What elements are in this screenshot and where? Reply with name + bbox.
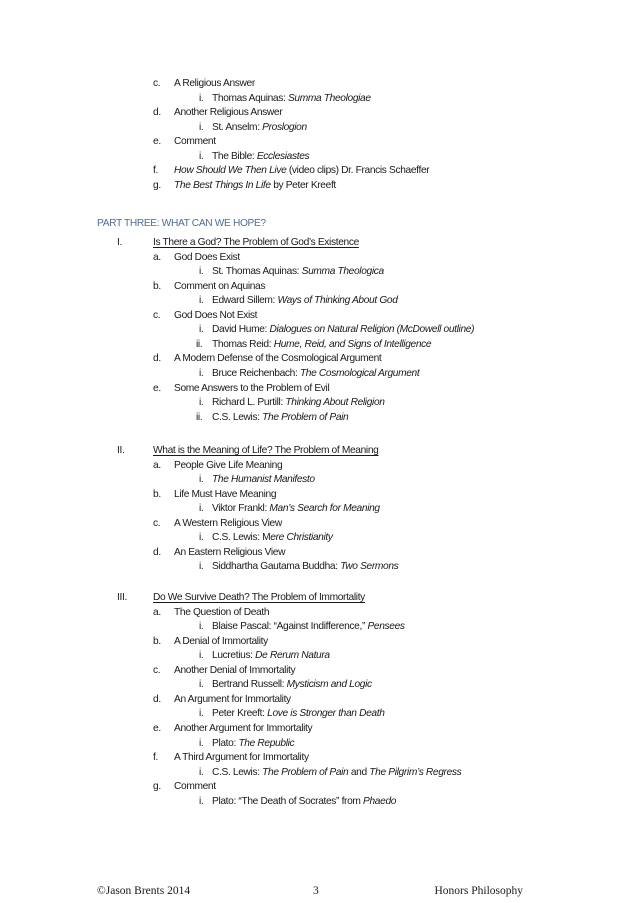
subitem-label: i. — [199, 737, 204, 749]
item-label: e. — [153, 722, 161, 734]
reading-author: Thomas Reid: — [212, 338, 274, 350]
item-label: f. — [153, 752, 158, 764]
subitem-label: i. — [199, 324, 204, 336]
item-text — [174, 251, 240, 264]
footer-copyright: ©Jason Brents 2014 — [97, 885, 191, 897]
item-label: e. — [153, 136, 161, 148]
subitem-label: i. — [199, 708, 204, 720]
item-work-title: The Best Things In Life — [174, 179, 271, 191]
reading-title: The Republic — [238, 737, 295, 749]
subitem-text — [212, 396, 385, 409]
item-text — [174, 179, 336, 192]
item-title: Another Argument for Immortality — [174, 722, 313, 734]
subitem-text — [212, 678, 372, 691]
subitem-text — [212, 92, 371, 105]
subitem-label: i. — [199, 766, 204, 778]
reading-author: Richard L. Purtill: — [212, 397, 286, 409]
reading-connector: and — [348, 766, 370, 778]
reading-author: Peter Kreeft: — [212, 708, 268, 720]
item-text — [174, 77, 255, 90]
subitem-text — [212, 294, 398, 307]
subitem-label: i. — [199, 121, 204, 133]
item-label: c. — [153, 517, 161, 529]
item-label: d. — [153, 546, 161, 558]
item-text — [174, 664, 295, 677]
item-label: g. — [153, 179, 161, 191]
item-label: d. — [153, 353, 161, 365]
item-label: b. — [153, 280, 161, 292]
footer-course-title: Honors Philosophy — [434, 885, 523, 897]
reading-title: Thinking About Religion — [285, 397, 385, 409]
reading-title: De Rerum Natura — [255, 650, 330, 662]
reading-title: Love is Stronger than Death — [267, 708, 385, 720]
reading-title: Pensees — [367, 621, 405, 633]
item-title: Comment — [174, 781, 216, 793]
item-title: Another Religious Answer — [174, 107, 283, 119]
subitem-label: i. — [199, 679, 204, 691]
reading-author: Viktor Frankl: — [212, 503, 270, 515]
reading-author: St. Anselm: — [212, 121, 263, 133]
item-text — [174, 488, 276, 501]
subitem-text — [212, 323, 474, 336]
subitem-label: i. — [199, 621, 204, 633]
reading-author: Lucretius: — [212, 650, 256, 662]
reading-title: The Humanist Manifesto — [212, 474, 315, 486]
item-label: b. — [153, 488, 161, 500]
reading-title: The Pilgrim’s Regress — [369, 766, 462, 778]
reading-author: Bruce Reichenbach: — [212, 367, 300, 379]
footer-page-number: 3 — [313, 885, 319, 897]
subitem-label: i. — [199, 295, 204, 307]
section-title: What is the Meaning of Life? The Problem of Meaning — [153, 445, 379, 456]
subitem-label: i. — [199, 367, 204, 379]
section-number: III. — [117, 592, 127, 603]
item-text — [174, 722, 312, 735]
item-label: c. — [153, 78, 161, 89]
item-text — [174, 751, 309, 764]
reading-author: Bertrand Russell: — [212, 679, 287, 691]
subitem-text — [212, 707, 385, 720]
reading-author: Thomas Aquinas: — [212, 92, 288, 104]
item-title: Some Answers to the Problem of Evil — [174, 382, 330, 394]
section-title: Do We Survive Death? The Problem of Immortality — [153, 592, 365, 603]
item-text — [174, 280, 265, 293]
item-text — [174, 164, 429, 177]
item-title: An Argument for Immortality — [174, 693, 291, 705]
item-title: God Does Exist — [174, 251, 240, 263]
item-title: A Western Religious View — [174, 517, 282, 529]
item-text — [174, 517, 282, 530]
reading-author: Edward Sillem: — [212, 295, 278, 307]
subitem-label: i. — [199, 532, 204, 544]
subitem-label: ii. — [196, 411, 203, 423]
subitem-text — [212, 560, 398, 573]
item-work-title: How Should We Then Live — [174, 165, 287, 177]
reading-title: Two Sermons — [340, 561, 399, 573]
item-title: Life Must Have Meaning — [174, 488, 277, 500]
subitem-text — [212, 502, 380, 515]
item-title: God Does Not Exist — [174, 309, 258, 321]
item-title: Comment — [174, 136, 216, 148]
item-title: Comment on Aquinas — [174, 280, 266, 292]
reading-title: Man’s Search for Meaning — [269, 503, 380, 515]
part-heading: PART THREE: WHAT CAN WE HOPE? — [97, 218, 266, 229]
subitem-text — [212, 265, 384, 278]
item-title: An Eastern Religious View — [174, 546, 286, 558]
reading-author: Blaise Pascal: “Against Indifference,” — [212, 621, 368, 633]
reading-author: C.S. Lewis: — [212, 766, 263, 778]
item-label: d. — [153, 693, 161, 705]
reading-title: The Problem of Pain — [262, 766, 349, 778]
reading-author: Plato: “The Death of Socrates” from — [212, 795, 364, 807]
item-text — [174, 382, 329, 395]
item-label: d. — [153, 107, 161, 119]
item-note: by Peter Kreeft — [270, 179, 336, 191]
reading-title: Phaedo — [363, 795, 397, 807]
reading-author: The Bible: — [212, 150, 257, 162]
item-text — [174, 693, 291, 706]
subitem-text — [212, 649, 330, 662]
reading-title: Proslogion — [262, 121, 307, 133]
item-title: People Give Life Meaning — [174, 459, 283, 471]
subitem-text — [212, 121, 307, 134]
reading-title: Summa Theologiae — [287, 92, 371, 104]
item-text — [174, 352, 381, 365]
reading-title: ere Christianity — [270, 532, 333, 544]
subitem-text — [212, 411, 348, 424]
item-title: A Religious Answer — [174, 78, 255, 89]
reading-author: David Hume: — [212, 324, 270, 336]
reading-title: Hume, Reid, and Signs of Intelligence — [273, 338, 432, 350]
reading-author: Plato: — [212, 737, 239, 749]
subitem-label: i. — [199, 397, 204, 409]
item-label: g. — [153, 781, 161, 793]
reading-author: Siddhartha Gautama Buddha: — [212, 561, 341, 573]
item-label: f. — [153, 165, 158, 177]
section-number: II. — [117, 445, 125, 456]
subitem-text — [212, 473, 315, 486]
item-title: Another Denial of Immortality — [174, 664, 296, 676]
item-text — [174, 635, 268, 648]
subitem-label: i. — [199, 150, 204, 162]
item-text — [174, 606, 269, 619]
item-text — [174, 546, 285, 559]
subitem-label: i. — [199, 92, 204, 104]
reading-title: Ways of Thinking About God — [277, 295, 398, 307]
reading-title: Summa Theologica — [301, 266, 384, 278]
item-text — [174, 106, 282, 119]
subitem-text — [212, 737, 294, 750]
reading-title: The Problem of Pain — [262, 411, 349, 423]
item-label: a. — [153, 459, 161, 471]
item-text — [174, 780, 216, 793]
reading-title: Ecclesiastes — [256, 150, 310, 162]
subitem-text — [212, 150, 309, 163]
item-note: (video clips) Dr. Francis Schaeffer — [286, 165, 430, 177]
subitem-text — [212, 367, 419, 380]
subitem-label: ii. — [196, 338, 203, 350]
reading-author: C.S. Lewis: M — [212, 532, 271, 544]
subitem-text — [212, 766, 461, 779]
reading-author: St. Thomas Aquinas: — [212, 266, 302, 278]
item-label: a. — [153, 251, 161, 263]
reading-title: Mysticism and Logic — [286, 679, 372, 691]
subitem-label: i. — [199, 474, 204, 486]
subitem-label: i. — [199, 266, 204, 278]
item-label: c. — [153, 664, 161, 676]
item-label: b. — [153, 635, 161, 647]
subitem-text — [212, 795, 396, 808]
item-title: A Modern Defense of the Cosmological Argument — [174, 353, 382, 365]
subitem-label: i. — [199, 795, 204, 807]
subitem-text — [212, 620, 405, 633]
subitem-text — [212, 531, 333, 544]
item-title: A Third Argument for Immortality — [174, 752, 309, 764]
subitem-label: i. — [199, 503, 204, 515]
item-text — [174, 135, 216, 148]
reading-title: The Cosmological Argument — [299, 367, 420, 379]
item-text — [174, 459, 282, 472]
subitem-label: i. — [199, 561, 204, 573]
item-title: A Denial of Immortality — [174, 635, 268, 647]
section-title: Is There a God? The Problem of God’s Existence — [153, 237, 359, 248]
item-title: The Question of Death — [174, 606, 270, 618]
item-label: e. — [153, 382, 161, 394]
reading-title: Dialogues on Natural Religion (McDowell outline) — [269, 324, 475, 336]
item-label: a. — [153, 606, 161, 618]
subitem-label: i. — [199, 650, 204, 662]
reading-author: C.S. Lewis: — [212, 411, 263, 423]
subitem-text — [212, 338, 431, 351]
section-number: I. — [117, 237, 122, 248]
item-label: c. — [153, 309, 161, 321]
item-text — [174, 309, 257, 322]
